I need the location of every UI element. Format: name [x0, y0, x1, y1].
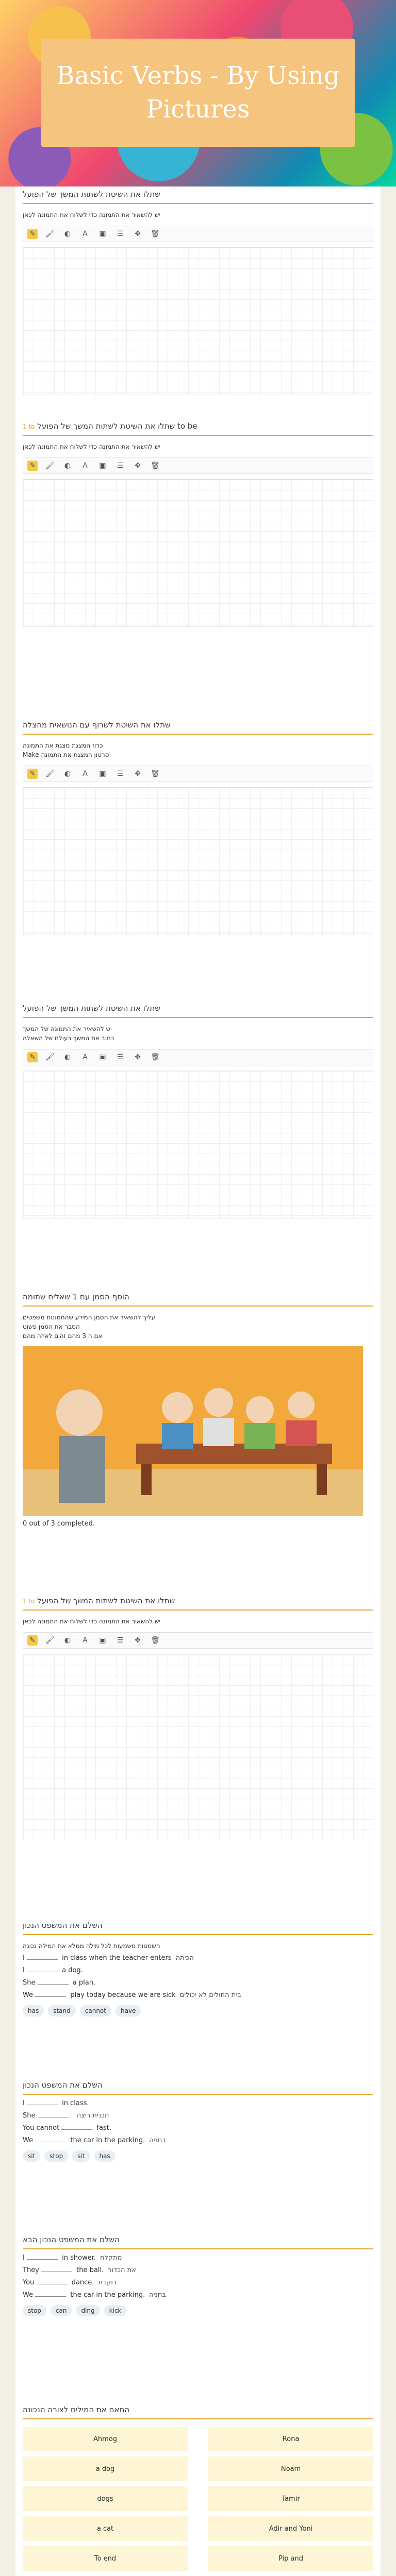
sentence-rest: in class. [62, 2099, 89, 2107]
word-chip[interactable]: ding [76, 2305, 100, 2316]
answer-blank[interactable] [35, 2296, 66, 2297]
question-instruction: יש להשאיר את התמונה של המשך [23, 1025, 112, 1032]
question-title: שתלו את השיטת לשתות המשך של הפועל [23, 187, 373, 204]
move-icon[interactable]: ✥ [135, 462, 141, 470]
match-item-left[interactable]: a dog [23, 2456, 188, 2481]
translation-hint: בית החולים לא יכולים [179, 1991, 241, 1999]
translation-hint: רוקדת [98, 2279, 117, 2286]
word-chip[interactable]: cannot [80, 2005, 111, 2016]
fill-icon[interactable]: ◐ [64, 1636, 71, 1645]
question-title-text: שתלו את השיטת לשתות המשך של הפועל [37, 1596, 175, 1605]
sentence-rest: a plan. [72, 1979, 96, 1987]
section-drawing-2 [23, 418, 373, 627]
question-instruction: יש להשאיר את התמונה כדי לשלוח את התמונה לכאן [23, 211, 161, 218]
translation-hint: מתקלח [100, 2254, 122, 2262]
sentence-row [23, 2124, 373, 2132]
sentence-subject: I [23, 1954, 25, 1962]
question-number: 1 to [23, 1598, 35, 1605]
question-instruction-secondary: הסבר את הסמן פשוט [23, 1323, 80, 1330]
translation-hint: תכנית ריצה [76, 2112, 109, 2120]
image-icon[interactable]: ▣ [99, 462, 106, 470]
brush-icon[interactable]: 🖌 [45, 230, 55, 238]
trash-icon[interactable]: 🗑 [151, 770, 160, 778]
question-instruction-tertiary: אם ה 3 מהם זהים לאיזה מהם [23, 1332, 103, 1340]
sentence-row [23, 1979, 373, 1987]
sentence-subject: I [23, 2099, 25, 2107]
drawing-canvas[interactable] [23, 787, 373, 935]
image-icon[interactable]: ▣ [99, 1636, 106, 1645]
answer-blank[interactable] [35, 1996, 66, 1997]
drawing-canvas[interactable] [23, 479, 373, 627]
question-title: הוסף הסמן עם 1 שאלים שתומה [23, 1289, 373, 1307]
sentence-subject: They [23, 2266, 39, 2274]
text-icon[interactable]: A [82, 770, 88, 778]
match-item-right[interactable]: Rona [208, 2427, 373, 2451]
shapes-icon[interactable]: ☰ [117, 462, 124, 470]
text-icon[interactable]: A [82, 462, 88, 470]
trash-icon[interactable]: 🗑 [151, 462, 160, 470]
image-icon[interactable]: ▣ [99, 230, 106, 238]
translation-hint: בחניה [149, 2291, 166, 2299]
answer-blank[interactable] [27, 2259, 58, 2260]
word-chip[interactable]: stop [23, 2305, 46, 2316]
word-chip[interactable]: stop [44, 2150, 68, 2162]
pencil-icon[interactable]: ✎ [27, 1052, 38, 1062]
drawing-toolbar [23, 226, 373, 242]
section-drawing-6 [23, 1593, 373, 1840]
word-chip[interactable]: sit [23, 2150, 40, 2162]
sentence-rest: dance. [71, 2279, 94, 2286]
text-icon[interactable]: A [82, 230, 88, 238]
section-fill-1 [23, 1918, 373, 2016]
trash-icon[interactable]: 🗑 [151, 1053, 160, 1061]
pencil-icon[interactable]: ✎ [27, 229, 38, 239]
sentence-rest: the car in the parking. [70, 2291, 145, 2299]
question-instruction: השמטות משמעות לכל מילה ממלא את המילה נכונה [23, 1942, 160, 1950]
answer-blank[interactable] [38, 1984, 69, 1985]
fill-icon[interactable]: ◐ [64, 462, 71, 470]
move-icon[interactable]: ✥ [135, 230, 141, 238]
match-item-right[interactable]: Noam [208, 2456, 373, 2481]
word-bank [23, 2305, 373, 2316]
drawing-canvas[interactable] [23, 1071, 373, 1218]
fill-icon[interactable]: ◐ [64, 1053, 71, 1061]
shapes-icon[interactable]: ☰ [117, 1636, 124, 1645]
answer-blank[interactable] [61, 2129, 92, 2130]
trash-icon[interactable]: 🗑 [151, 1636, 160, 1645]
move-icon[interactable]: ✥ [135, 770, 141, 778]
sentence-rest: a dog. [62, 1967, 83, 1974]
question-title: השלם את המשפט הנכון [23, 2077, 373, 2095]
translation-hint: את הכדור [108, 2266, 136, 2274]
question-instruction: עליך להשאיר את הסמן המידע שהתמונות משפטים [23, 1314, 155, 1321]
sentence-rest: play today because we are sick [70, 1991, 176, 1999]
drawing-toolbar [23, 1632, 373, 1649]
sentence-subject: We [23, 2137, 34, 2144]
sentence-row [23, 2099, 373, 2107]
section-drawing-1 [23, 187, 373, 395]
sentence-row [23, 2279, 373, 2286]
word-chip[interactable]: can [51, 2305, 72, 2316]
section-drawing-3 [23, 717, 373, 935]
word-chip[interactable]: have [116, 2005, 141, 2016]
classroom-illustration [23, 1346, 363, 1516]
word-chip[interactable]: stand [48, 2005, 76, 2016]
translation-hint: בחניה [149, 2137, 166, 2144]
sentence-row [23, 2291, 373, 2299]
hero-banner [0, 0, 396, 187]
sentence-rest: in class when the teacher enters [62, 1954, 172, 1962]
question-title: שתלו את השיטת לשרוף עם הנושאית מהצלה [23, 717, 373, 735]
move-icon[interactable]: ✥ [135, 1053, 141, 1061]
word-chip[interactable]: kick [104, 2305, 127, 2316]
section-matching [23, 2402, 373, 2571]
sentence-subject: We [23, 1991, 34, 1999]
brush-icon[interactable]: 🖌 [45, 462, 55, 470]
question-instruction: יש להשאיר את התמונה כדי לשלוח את התמונה לכאן [23, 1618, 161, 1625]
shapes-icon[interactable]: ☰ [117, 1053, 124, 1061]
match-grid [23, 2427, 373, 2571]
sentence-rest: the car in the parking. [70, 2137, 145, 2144]
pencil-icon[interactable]: ✎ [27, 461, 38, 471]
page-title: Basic Verbs - By Using Pictures [41, 39, 355, 147]
match-item-right[interactable]: Tamir [208, 2486, 373, 2511]
sentence-subject: We [23, 2291, 34, 2299]
text-icon[interactable]: A [82, 1053, 88, 1061]
progress-text: 0 out of 3 completed. [23, 1520, 95, 1528]
question-instruction: כרוז המצגת מצגת את התמונה [23, 742, 103, 749]
image-icon[interactable]: ▣ [99, 1053, 106, 1061]
match-item-left[interactable]: dogs [23, 2486, 188, 2511]
sentence-rest: the ball. [76, 2266, 104, 2274]
worksheet [15, 187, 381, 2576]
image-icon[interactable]: ▣ [99, 770, 106, 778]
word-bank [23, 2150, 373, 2162]
word-chip[interactable]: sit [72, 2150, 90, 2162]
drawing-toolbar [23, 1049, 373, 1065]
drawing-toolbar [23, 457, 373, 474]
sentence-row [23, 1954, 373, 1962]
sentence-subject: She [23, 1979, 36, 1987]
section-drawing-4 [23, 1001, 373, 1218]
fill-icon[interactable]: ◐ [64, 770, 71, 778]
sentence-row [23, 2266, 373, 2274]
pencil-icon[interactable]: ✎ [27, 1635, 38, 1646]
question-title-text: שתלו את השיטת לשתות המשך של הפועל to be [37, 421, 197, 431]
match-item-right[interactable]: Pip and [208, 2546, 373, 2571]
shapes-icon[interactable]: ☰ [117, 230, 124, 238]
word-chip[interactable]: has [23, 2005, 44, 2016]
match-item-left[interactable]: To end [23, 2546, 188, 2571]
translation-hint: הכיתה [175, 1954, 194, 1962]
brush-icon[interactable]: 🖌 [45, 1053, 55, 1061]
question-title [23, 418, 373, 436]
question-title: השלם את המשפט הנכון [23, 1918, 373, 1935]
word-bank [23, 2005, 373, 2016]
sentence-list [23, 2099, 373, 2144]
question-title: שתלו את השיטת לשתות המשך של הפועל [23, 1001, 373, 1018]
trash-icon[interactable]: 🗑 [151, 230, 160, 238]
sentence-subject: You cannot [23, 2124, 60, 2132]
question-title: התאם את המילים לצורה הנכונה [23, 2402, 373, 2419]
fill-icon[interactable]: ◐ [64, 230, 71, 238]
match-item-left[interactable]: Ahmog [23, 2427, 188, 2451]
sentence-list [23, 2254, 373, 2299]
question-number: 1 to [23, 423, 35, 430]
sentence-subject: I [23, 1967, 25, 1974]
drawing-canvas[interactable] [23, 1654, 373, 1840]
section-classroom [23, 1289, 373, 1528]
pencil-icon[interactable]: ✎ [27, 769, 38, 779]
move-icon[interactable]: ✥ [135, 1636, 141, 1645]
question-title: השלם את המשפט הנכון הבא [23, 2232, 373, 2249]
sentence-list [23, 1954, 373, 1999]
question-instruction-secondary: כתוב את המשך בעולם של השאלה [23, 1035, 114, 1042]
sentence-row [23, 2112, 373, 2120]
question-instruction: יש להשאיר את התמונה כדי לשלוח את התמונה לכאן [23, 443, 161, 450]
sentence-subject: I [23, 2254, 25, 2262]
section-fill-3 [23, 2232, 373, 2316]
drawing-toolbar [23, 766, 373, 782]
sentence-subject: You [23, 2279, 35, 2286]
answer-blank[interactable] [27, 1959, 58, 1960]
word-chip[interactable]: has [94, 2150, 116, 2162]
sentence-subject: She [23, 2112, 36, 2120]
question-title [23, 1593, 373, 1611]
sentence-row [23, 2254, 373, 2262]
sentence-row [23, 2137, 373, 2144]
match-item-right[interactable]: Adir and Yoni [208, 2516, 373, 2541]
sentence-row [23, 1967, 373, 1974]
question-instruction-secondary: Make סרטון המצגת את התמונה [23, 751, 109, 758]
section-fill-2 [23, 2077, 373, 2162]
brush-icon[interactable]: 🖌 [45, 770, 55, 778]
brush-icon[interactable]: 🖌 [45, 1636, 55, 1645]
sentence-row [23, 1991, 373, 1999]
text-icon[interactable]: A [82, 1636, 88, 1645]
drawing-canvas[interactable] [23, 247, 373, 395]
shapes-icon[interactable]: ☰ [117, 770, 124, 778]
sentence-rest: fast. [96, 2124, 112, 2132]
sentence-rest: in shower. [62, 2254, 96, 2262]
match-item-left[interactable]: a cat [23, 2516, 188, 2541]
